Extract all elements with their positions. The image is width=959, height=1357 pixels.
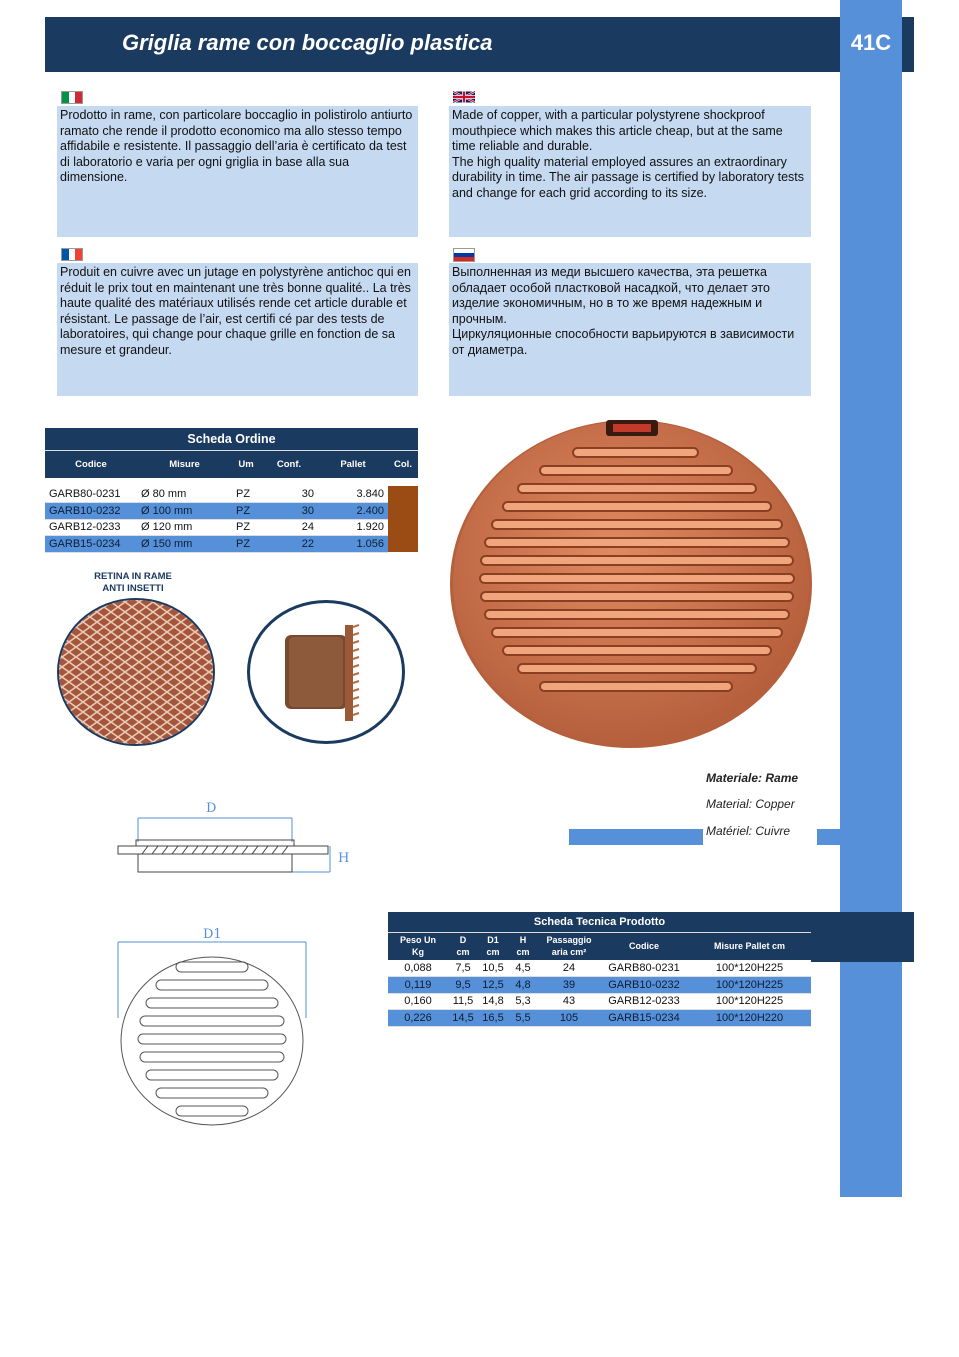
table-row <box>388 993 811 1010</box>
order-cell: Ø 120 mm <box>137 519 232 536</box>
order-header-color: Col. <box>388 450 418 478</box>
front-view-drawing <box>112 938 312 1133</box>
tech-cell: 7,5 <box>448 960 478 977</box>
tech-cell: GARB12-0233 <box>600 993 688 1010</box>
order-cell: 1.920 <box>318 519 388 536</box>
mesh-image <box>55 597 217 752</box>
table-row <box>388 960 811 977</box>
france-flag-icon <box>61 248 83 261</box>
tech-cell: 100*120H225 <box>688 993 811 1010</box>
tech-cell: 16,5 <box>478 1010 508 1027</box>
tech-cell: 11,5 <box>448 993 478 1010</box>
tech-cell: 0,160 <box>388 993 448 1010</box>
dimension-d1-label: D1 <box>203 927 222 942</box>
description-en-text-2: The high quality material employed assures an extraordinary durability in time. The air passage is certified by laboratory tests and change for each grid according to its size. <box>452 154 805 200</box>
order-cell: GARB80-0231 <box>45 486 137 503</box>
order-cell: PZ <box>232 536 260 553</box>
tech-cell: 10,5 <box>478 960 508 977</box>
tech-header-airflow: Passaggio aria cm² <box>538 932 600 960</box>
tech-header-d1: D1 cm <box>478 932 508 960</box>
tech-cell: 43 <box>538 993 600 1010</box>
order-cell: 30 <box>260 503 318 520</box>
order-header-um: Um <box>232 450 260 478</box>
order-header-conf: Conf. <box>260 450 318 478</box>
dimension-h-label: H <box>338 851 350 866</box>
order-cell: Ø 100 mm <box>137 503 232 520</box>
tech-cell: 4,5 <box>508 960 538 977</box>
table-row <box>45 503 418 520</box>
retina-caption <box>73 571 193 595</box>
tech-cell: GARB10-0232 <box>600 977 688 994</box>
tech-cell: GARB80-0231 <box>600 960 688 977</box>
side-view-drawing <box>112 812 352 887</box>
order-header-code: Codice <box>45 450 137 478</box>
material-bar-right <box>817 829 842 845</box>
tech-cell: 5,3 <box>508 993 538 1010</box>
order-cell: PZ <box>232 486 260 503</box>
order-table <box>45 428 418 553</box>
tech-header-weight: Peso Un Kg <box>388 932 448 960</box>
tech-table-title: Scheda Tecnica Prodotto <box>388 912 811 932</box>
tech-header-code: Codice <box>600 932 688 960</box>
tech-cell: 12,5 <box>478 977 508 994</box>
tech-cell: 100*120H220 <box>688 1010 811 1027</box>
page-title: Griglia rame con boccaglio plastica <box>122 30 493 55</box>
page-number: 41C <box>850 30 892 55</box>
description-it <box>57 106 418 237</box>
tech-cell: 100*120H225 <box>688 977 811 994</box>
tech-cell: 39 <box>538 977 600 994</box>
description-ru <box>449 263 811 396</box>
table-row <box>388 977 811 994</box>
russia-flag-icon <box>453 248 475 262</box>
nozzle-image <box>245 597 407 752</box>
order-cell: 2.400 <box>318 503 388 520</box>
order-cell: 30 <box>260 486 318 503</box>
italy-flag-icon <box>61 91 83 104</box>
tech-cell: 100*120H225 <box>688 960 811 977</box>
side-strip <box>840 0 902 1197</box>
description-fr <box>57 263 418 396</box>
uk-flag-icon <box>453 90 475 104</box>
order-cell: 24 <box>260 519 318 536</box>
dimension-d-label: D <box>206 801 217 816</box>
tech-cell: GARB15-0234 <box>600 1010 688 1027</box>
tech-table-cap <box>811 912 914 962</box>
tech-cell: 105 <box>538 1010 600 1027</box>
order-header-pallet: Pallet <box>318 450 388 478</box>
product-image <box>448 418 816 753</box>
tech-cell: 9,5 <box>448 977 478 994</box>
table-row <box>45 486 418 503</box>
order-cell: 22 <box>260 536 318 553</box>
tech-cell: 0,226 <box>388 1010 448 1027</box>
order-cell: 1.056 <box>318 536 388 553</box>
tech-header-d: D cm <box>448 932 478 960</box>
order-cell: 3.840 <box>318 486 388 503</box>
retina-caption-line1: RETINA IN RAME <box>94 571 172 582</box>
order-cell: GARB12-0233 <box>45 519 137 536</box>
material-fr: Matériel: Cuivre <box>706 824 791 838</box>
description-fr-text: Produit en cuivre avec un jutage en polystyrène antichoc qui en réduit le prix tout en maintenant une très bonne qualité.. La très haute qualité des matériaux utilisés rende cet article durable et résistant. Le passage de l’air, est certifi cé par des tests de laboratoires, qui change pour chaque grille en fonction de sa mesure et grandeur. <box>60 265 411 357</box>
tech-table <box>388 912 811 1027</box>
tech-cell: 14,8 <box>478 993 508 1010</box>
material-en: Material: Copper <box>706 797 795 811</box>
tech-cell: 5,5 <box>508 1010 538 1027</box>
tech-cell: 0,088 <box>388 960 448 977</box>
description-en-text-1: Made of copper, with a particular polystyrene shockproof mouthpiece which makes this article cheap, but at the same time reliable and durable. <box>452 108 783 153</box>
description-it-text: Prodotto in rame, con particolare boccaglio in polistirolo antiurto ramato che rende il prodotto economico ma allo stesso tempo affidabile e resistente. Il passaggio dell’aria è certificato da test di laboratorio e varia per ogni griglia in base alla sua dimensione. <box>60 108 413 184</box>
description-ru-text-2: Циркуляционные способности варьируются в зависимости от диаметра. <box>452 327 795 357</box>
retina-caption-line2: ANTI INSETTI <box>102 583 164 594</box>
tech-cell: 24 <box>538 960 600 977</box>
description-ru-text-1: Выполненная из меди высшего качества, эта решетка обладает особой пластковой насадкой, что делает это изделие экономичным, но в то же время надежным и прочным. <box>452 265 770 326</box>
order-cell: PZ <box>232 519 260 536</box>
tech-cell: 14,5 <box>448 1010 478 1027</box>
tech-header-pallet: Misure Pallet cm <box>688 932 811 960</box>
material-it: Materiale: Rame <box>706 771 799 785</box>
description-en <box>449 106 811 237</box>
color-swatch <box>388 486 418 552</box>
order-cell: Ø 80 mm <box>137 486 232 503</box>
material-bar-left <box>569 829 703 845</box>
table-row <box>45 519 418 536</box>
order-cell: GARB10-0232 <box>45 503 137 520</box>
table-row <box>45 536 418 553</box>
order-table-title: Scheda Ordine <box>45 428 418 450</box>
tech-cell: 4,8 <box>508 977 538 994</box>
order-cell: GARB15-0234 <box>45 536 137 553</box>
order-cell: PZ <box>232 503 260 520</box>
tech-header-h: H cm <box>508 932 538 960</box>
tech-cell: 0,119 <box>388 977 448 994</box>
order-header-size: Misure <box>137 450 232 478</box>
order-cell: Ø 150 mm <box>137 536 232 553</box>
table-row <box>388 1010 811 1027</box>
